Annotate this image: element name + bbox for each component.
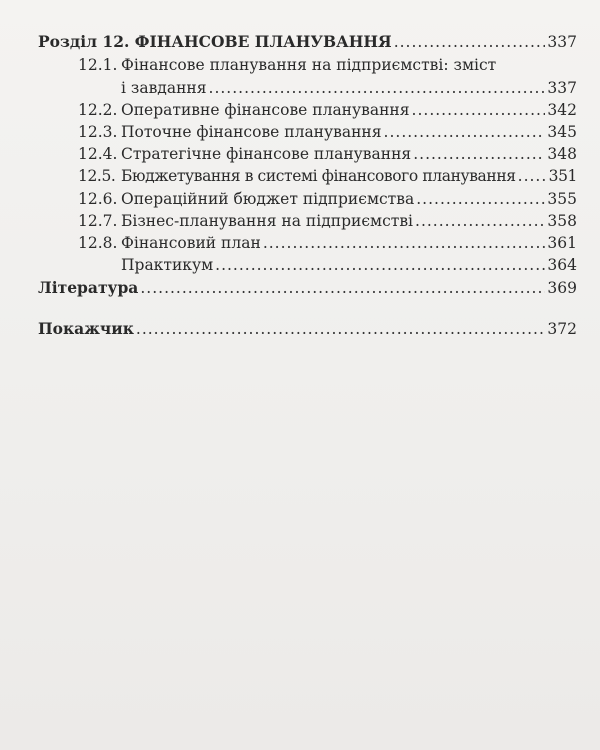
page-number: 337: [547, 33, 577, 51]
section-title: Бізнес-планування на підприємстві: [121, 212, 414, 230]
toc-entry-12-2: [78, 99, 577, 121]
section-title: Фінансовий план: [121, 234, 261, 252]
leader-dots: [415, 210, 545, 232]
page-number: 351: [548, 167, 577, 185]
page-number: 358: [547, 212, 577, 230]
section-number: 12.4.: [78, 145, 118, 163]
index-title: Покажчик: [38, 319, 134, 338]
leader-dots: [215, 254, 545, 276]
leader-dots: [384, 121, 546, 143]
chapter-title: Розділ 12. ФІНАНСОВЕ ПЛАНУВАННЯ: [38, 32, 392, 51]
section-title: Фінансове планування на підприємстві: зміст: [121, 56, 497, 74]
toc-entry-12-5: [78, 165, 577, 187]
toc-index: [38, 318, 577, 340]
page-number: 369: [547, 279, 577, 297]
leader-dots: [136, 318, 546, 340]
toc-entry-12-6: [78, 188, 577, 210]
leader-dots: [394, 31, 546, 53]
section-title: Оперативне фінансове планування: [121, 101, 410, 119]
page-number: 342: [547, 101, 577, 119]
section-title: Бюджетування в системі фінансового планування: [121, 167, 516, 185]
leader-dots: [412, 99, 546, 121]
page-number: 372: [547, 320, 577, 338]
section-number: 12.1.: [78, 56, 118, 74]
literature-title: Література: [38, 278, 139, 297]
page-number: 348: [547, 145, 577, 163]
leader-dots: [413, 143, 545, 165]
section-number: 12.6.: [78, 190, 118, 208]
page-number: 355: [547, 190, 577, 208]
toc-entry-12-1: [78, 54, 577, 76]
toc-chapter-12: [38, 31, 577, 53]
leader-dots: [518, 165, 547, 187]
section-number: 12.2.: [78, 101, 118, 119]
leader-dots: [209, 77, 546, 99]
toc-entry-12-8: [78, 232, 577, 254]
toc-entry-12-4: [78, 143, 577, 165]
page-number: 337: [547, 79, 577, 97]
section-number: 12.8.: [78, 234, 118, 252]
page-number: 361: [547, 234, 577, 252]
section-number: 12.3.: [78, 123, 118, 141]
section-title-continuation: і завдання: [121, 79, 207, 97]
section-title: Стратегічне фінансове планування: [121, 145, 412, 163]
section-number: 12.7.: [78, 212, 118, 230]
section-number: 12.5.: [78, 167, 116, 185]
page-number: 364: [547, 256, 577, 274]
section-title: Практикум: [121, 256, 214, 274]
leader-dots: [416, 188, 545, 210]
toc-entry-12-1-cont: [78, 77, 577, 99]
leader-dots: [140, 277, 545, 299]
toc-entry-12-3: [78, 121, 577, 143]
toc-entry-12-7: [78, 210, 577, 232]
section-title: Операційний бюджет підприємства: [121, 190, 415, 208]
toc-entry-practicum: [78, 254, 577, 276]
section-title: Поточне фінансове планування: [121, 123, 382, 141]
toc-literature: [38, 277, 577, 299]
page-number: 345: [547, 123, 577, 141]
leader-dots: [263, 232, 546, 254]
